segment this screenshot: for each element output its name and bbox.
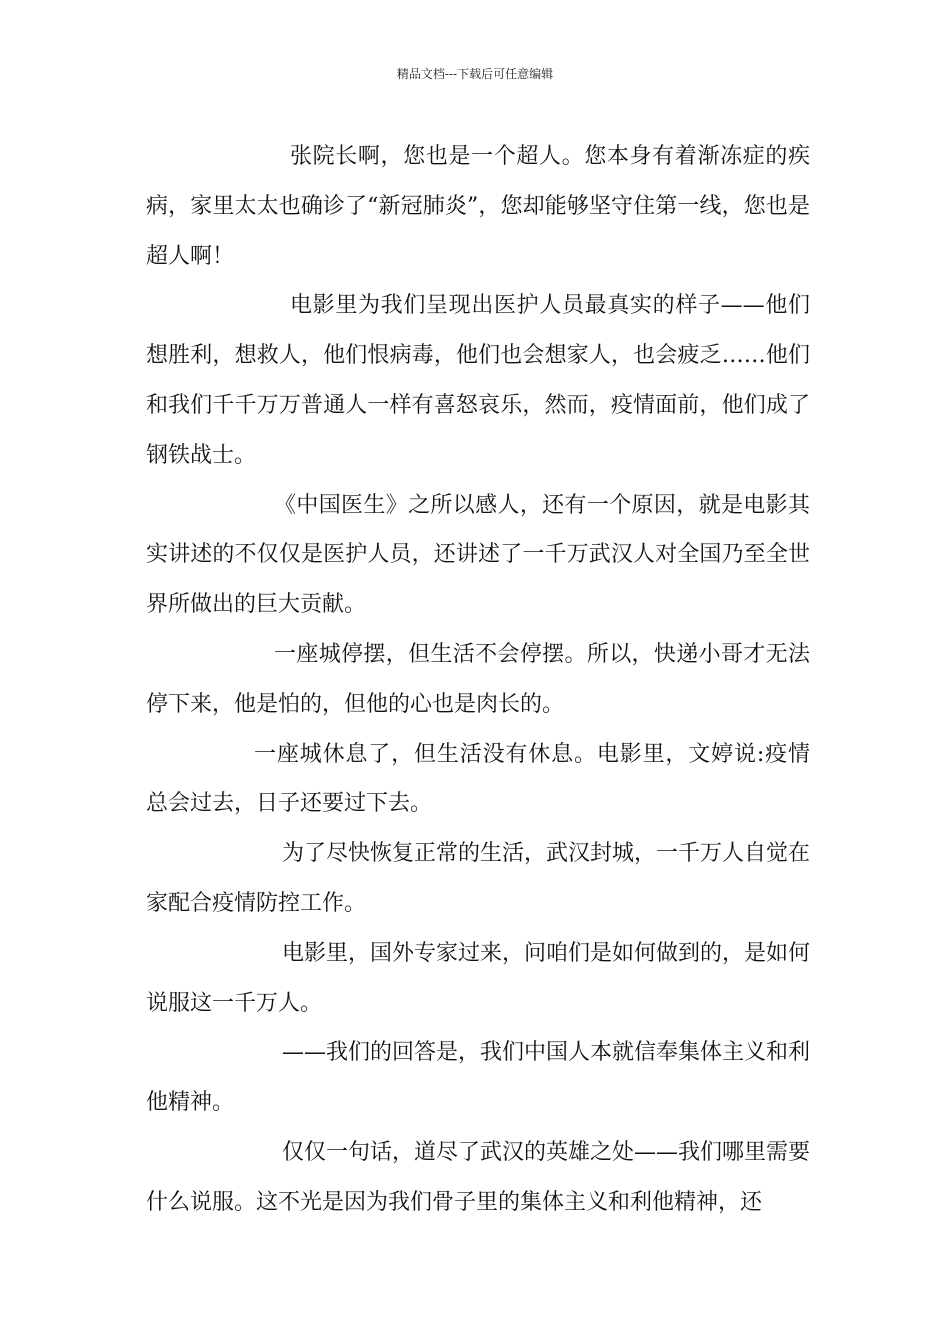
paragraph: 一座城休息了，但生活没有休息。电影里，文婷说:疫情总会过去，日子还要过下去。 <box>146 741 810 817</box>
paragraph: 《中国医生》之所以感人，还有一个原因，就是电影其实讲述的不仅仅是医护人员，还讲述了一千万武汉人对全国乃至全世界所做出的巨大贡献。 <box>146 492 810 618</box>
paragraph: 张院长啊，您也是一个超人。您本身有着渐冻症的疾病，家里太太也确诊了“新冠肺炎”，您却能够坚守住第一线，您也是超人啊！ <box>146 144 810 269</box>
paragraph: 电影里，国外专家过来，问咱们是如何做到的，是如何说服这一千万人。 <box>146 940 811 1016</box>
paragraph: 仅仅一句话，道尽了武汉的英雄之处——我们哪里需要什么说服。这不光是因为我们骨子里的集体主义和利他精神，还 <box>146 1139 811 1215</box>
article-body <box>146 132 810 1228</box>
page-header: 精品文档---下载后可任意编辑 <box>396 67 554 81</box>
paragraph: 电影里为我们呈现出医护人员最真实的样子——他们想胜利，想救人，他们恨病毒，他们也会想家人，也会疲乏……他们和我们千千万万普通人一样有喜怒哀乐，然而，疫情面前，他们成了钢铁战士。 <box>146 293 810 468</box>
paragraph: 一座城停摆，但生活不会停摆。所以，快递小哥才无法停下来，他是怕的，但他的心也是肉长的。 <box>146 641 810 717</box>
paragraph: ——我们的回答是，我们中国人本就信奉集体主义和利他精神。 <box>146 1040 811 1116</box>
paragraph: 为了尽快恢复正常的生活，武汉封城，一千万人自觉在家配合疫情防控工作。 <box>146 841 811 916</box>
